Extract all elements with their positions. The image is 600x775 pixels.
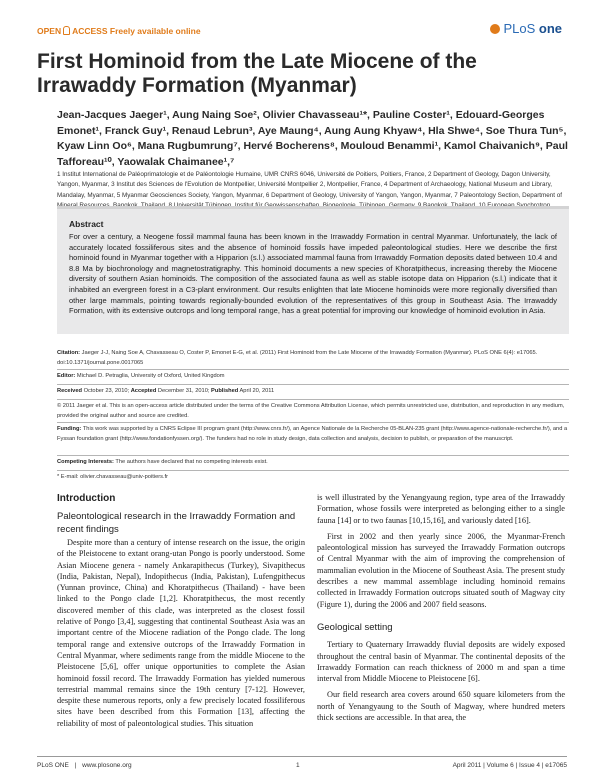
editor-text: Michael D. Petraglia, University of Oxford, United Kingdom: [76, 373, 225, 379]
received-label: Received: [57, 388, 82, 394]
divider: [57, 455, 569, 456]
plos-logo-icon: [490, 24, 500, 34]
divider: [57, 384, 569, 385]
access-label: ACCESS Freely available online: [72, 26, 201, 36]
affiliations: 1 Institut International de Paléoprimatologie et de Paléontologie Humaine, UMR CNRS 6046, Université de Poitiers, Poitiers, France, 2 Department of Geology, Dagon University, Yangon, Myanmar, 3 Institut des Sciences de l'Evolution de Montpellier, Université Montpellier 2, Montpellier, France, 4 Department of Archaeology, National Museum and Library, Mandalay, Myanmar, 5 Myanmar Geosciences Society, Yangon, Myanmar, 6 Department of Geology, University of Yangon, Yangon, Myanmar, 7 Paleontology Section, Department of: [57, 171, 563, 199]
intro-paragraph-2: is well illustrated by the Yenangyaung region, type area of the Irrawaddy Formation, whose fossils were interpreted as belonging either to a single fauna [14] or to two faunas [10,15,16], and variously dated [16].: [317, 493, 565, 525]
footer-site-link[interactable]: www.plosone.org: [82, 762, 132, 769]
logo-one-text: one: [538, 21, 562, 36]
copyright: © 2011 Jaeger et al. This is an open-access article distributed under the terms of the Creative Commons Attribution License, which permits unrestricted use, distribution, and reproduction in any medium, provided the original author and source are credited.: [57, 403, 565, 419]
editor-label: Editor:: [57, 373, 76, 379]
footer-issue: April 2011 | Volume 6 | Issue 4 | e17065: [452, 762, 567, 769]
logo-plos-text: PLoS: [503, 21, 536, 36]
contact-email[interactable]: * E-mail: olivier.chavasseau@univ-poitiers.fr: [57, 474, 169, 480]
geology-paragraph-1: Tertiary to Quaternary Irrawaddy fluvial deposits are widely exposed throughout the central basin of Myanmar. The continental deposits of the Irrawaddy Formation can reach thickness of 2000 m and span a time interval from Middle Miocene to Pleistocene [6].: [317, 640, 565, 684]
introduction-subheading: Paleontological research in the Irrawaddy Formation and recent findings: [57, 511, 296, 535]
footer-journal: PLoS ONE | www.plosone.org: [37, 762, 132, 769]
footer-journal-name: PLoS ONE: [37, 762, 69, 769]
footer-page-number: 1: [296, 762, 300, 769]
accepted-label: Accepted: [130, 388, 157, 394]
open-access-lock-icon: [63, 26, 70, 35]
right-column: [317, 492, 565, 723]
funding: [57, 425, 569, 444]
competing-label: Competing Interests:: [57, 459, 114, 465]
funding-label: Funding:: [57, 426, 82, 432]
abstract-box: [57, 206, 569, 334]
intro-paragraph-1: Despite more than a century of intense research on the issue, the origin of the Pleistocene to extant orang-utan Pongo is poorly understood. Some Asian Miocene genera - namely Ankarapithecus (Turkey), Sivapithecus (India, Pakistan, Nepal), Indopithecus (India, Pakistan), Lufengpithecus (Yunnan province, China) and Khoratpithecus (Thailand) - have been linked to the Pongo clade [1,2]. Khoratpithecus, the most recently discovered member of this clade, was interpreted as the closest fossil relative of Pongo [3,4], suggesting that continental Southeast Asia was an important centre of the Miocene radiation of the Pongo clade. The long temporal range and extensive outcrops of the Irrawaddy Formation in Central Myanmar, where sediments range from the middle Miocene to the Pleistocene [5,6], offer unique opportunities to complete the Asian hominoid fossil record. The Irrawaddy Formation has yielded numerous terrestrial mammal remains since the 19th century [7-12]. However, despite these numerous reports, only a few precisely located fossiliferous sites have been described from this Formation [13], affecting the reliability of most of paleontological studies. This situation: [57, 538, 305, 728]
citation-label: Citation:: [57, 350, 81, 356]
open-access-banner: [37, 26, 201, 36]
editor: [57, 372, 569, 382]
competing-text: The authors have declared that no competing interests exist.: [115, 459, 268, 465]
published-label: Published: [211, 388, 239, 394]
article-title: First Hominoid from the Late Miocene of the Irrawaddy Formation (Myanmar): [37, 50, 477, 97]
abstract-text: For over a century, a Neogene fossil mammal fauna has been known in the Irrawaddy Formation in central Myanmar. Unfortunately, the lack of accurately located fossiliferous sites and the absence of hominoid fossils have impeded paleontological studies. Here we describe the first hominoid found in Myanmar together with a Hipparion (s.l.) associated mammal fauna from Irrawaddy Formation deposits dated between 10.4 and 8.8 Ma by biochronology and magnetostratigraphy. This hominoid documents a new species of Khoratpithecus, increasing thereby the Miocene diversity of southern Asian hominoids. The composition of the associated fauna as well as stable isotope data on Hipparion (s.l.) indicate that it inhabited an evergreen forest in a C3-plant environment. Our results enlighten that late Miocene hominoids were more regionally diversified than other large mammals, pointing towards regionally-bounded evolution of the representatives of this group in Southeast Asia. The Irrawaddy Formation, with its extensive outcrops and long temporal range, has a great potential for improving our knowledge of hominoid evolution in Asia.: [69, 232, 557, 316]
plos-one-logo[interactable]: [490, 21, 562, 36]
introduction-heading: Introduction: [57, 493, 116, 504]
intro-paragraph-3: First in 2002 and then yearly since 2006, the Myanmar-French paleontological mission has surveyed the Irrawaddy Formation outcrops of Central Myanmar with the aim of improving the comprehension of mammalian evolution in the Miocene of Southeast Asia. The present study describes a new mammal assemblage including hominoid remains collected in Irrawaddy Formation outcrops situated south of Magway city (Figure 1), during the 2006 and 2007 field seasons.: [317, 531, 565, 609]
citation: [57, 349, 569, 368]
footer-rule: [37, 756, 567, 757]
geology-paragraph-2: Our field research area covers around 650 square kilometers from the north of Yenangyaung to the South of Magway, where hundred meters thick sections are accessible. In that area, the: [317, 690, 565, 723]
introduction-heading-block: [57, 493, 305, 536]
accepted-date: December 31, 2010;: [157, 388, 210, 394]
dates: [57, 387, 569, 397]
divider: [57, 470, 569, 471]
author-list: Jean-Jacques Jaeger¹, Aung Naing Soe², Olivier Chavasseau¹*, Pauline Coster¹, Edouard-Georges Emonet¹, Franck Guy¹, Renaud Lebrun³, Aye Maung⁴, Aung Aung Khyaw⁴, Hla Shwe⁴, Soe Thura Tun⁵, Kyaw Linn Oo⁶, Mana Rugbumrung⁷, Hervé Bocherens⁸, Mouloud Benammi¹, Kamol Chaivanich⁹, Paul Tafforeau¹⁰, Yaowalak Chaimanee¹,⁷: [57, 109, 568, 168]
competing-interests: [57, 458, 569, 468]
open-label: OPEN: [37, 26, 62, 36]
left-column: [57, 537, 305, 729]
citation-text: Jaeger J-J, Naing Soe A, Chavasseau O, Coster P, Emonet E-G, et al. (2011) First Hominoid from the Late Miocene of the Irrawaddy Formation (Myanmar). PLoS ONE 6(4): e17065. doi:10.1371/journal.pone.0017065: [57, 350, 538, 366]
divider: [57, 399, 569, 400]
abstract-heading: Abstract: [69, 219, 104, 229]
funding-text: This work was supported by a CNRS Eclipse III program grant (http://www.cnrs.fr/), an Agence Nationale de la Recherche 05-BLAN-235 grant (http://www.agence-nationale-recherche.fr/), and a Fyssan foundation grant (http://www.fondationfyssen.org/). The funders had no role in study design, data collection and analysis, decision to publish, or preparation of the manuscript.: [57, 426, 568, 442]
received-date: October 23, 2010;: [83, 388, 130, 394]
geology-heading: Geological setting: [317, 621, 393, 633]
divider: [57, 422, 569, 423]
divider: [57, 369, 569, 370]
published-date: April 20, 2011: [239, 388, 275, 394]
